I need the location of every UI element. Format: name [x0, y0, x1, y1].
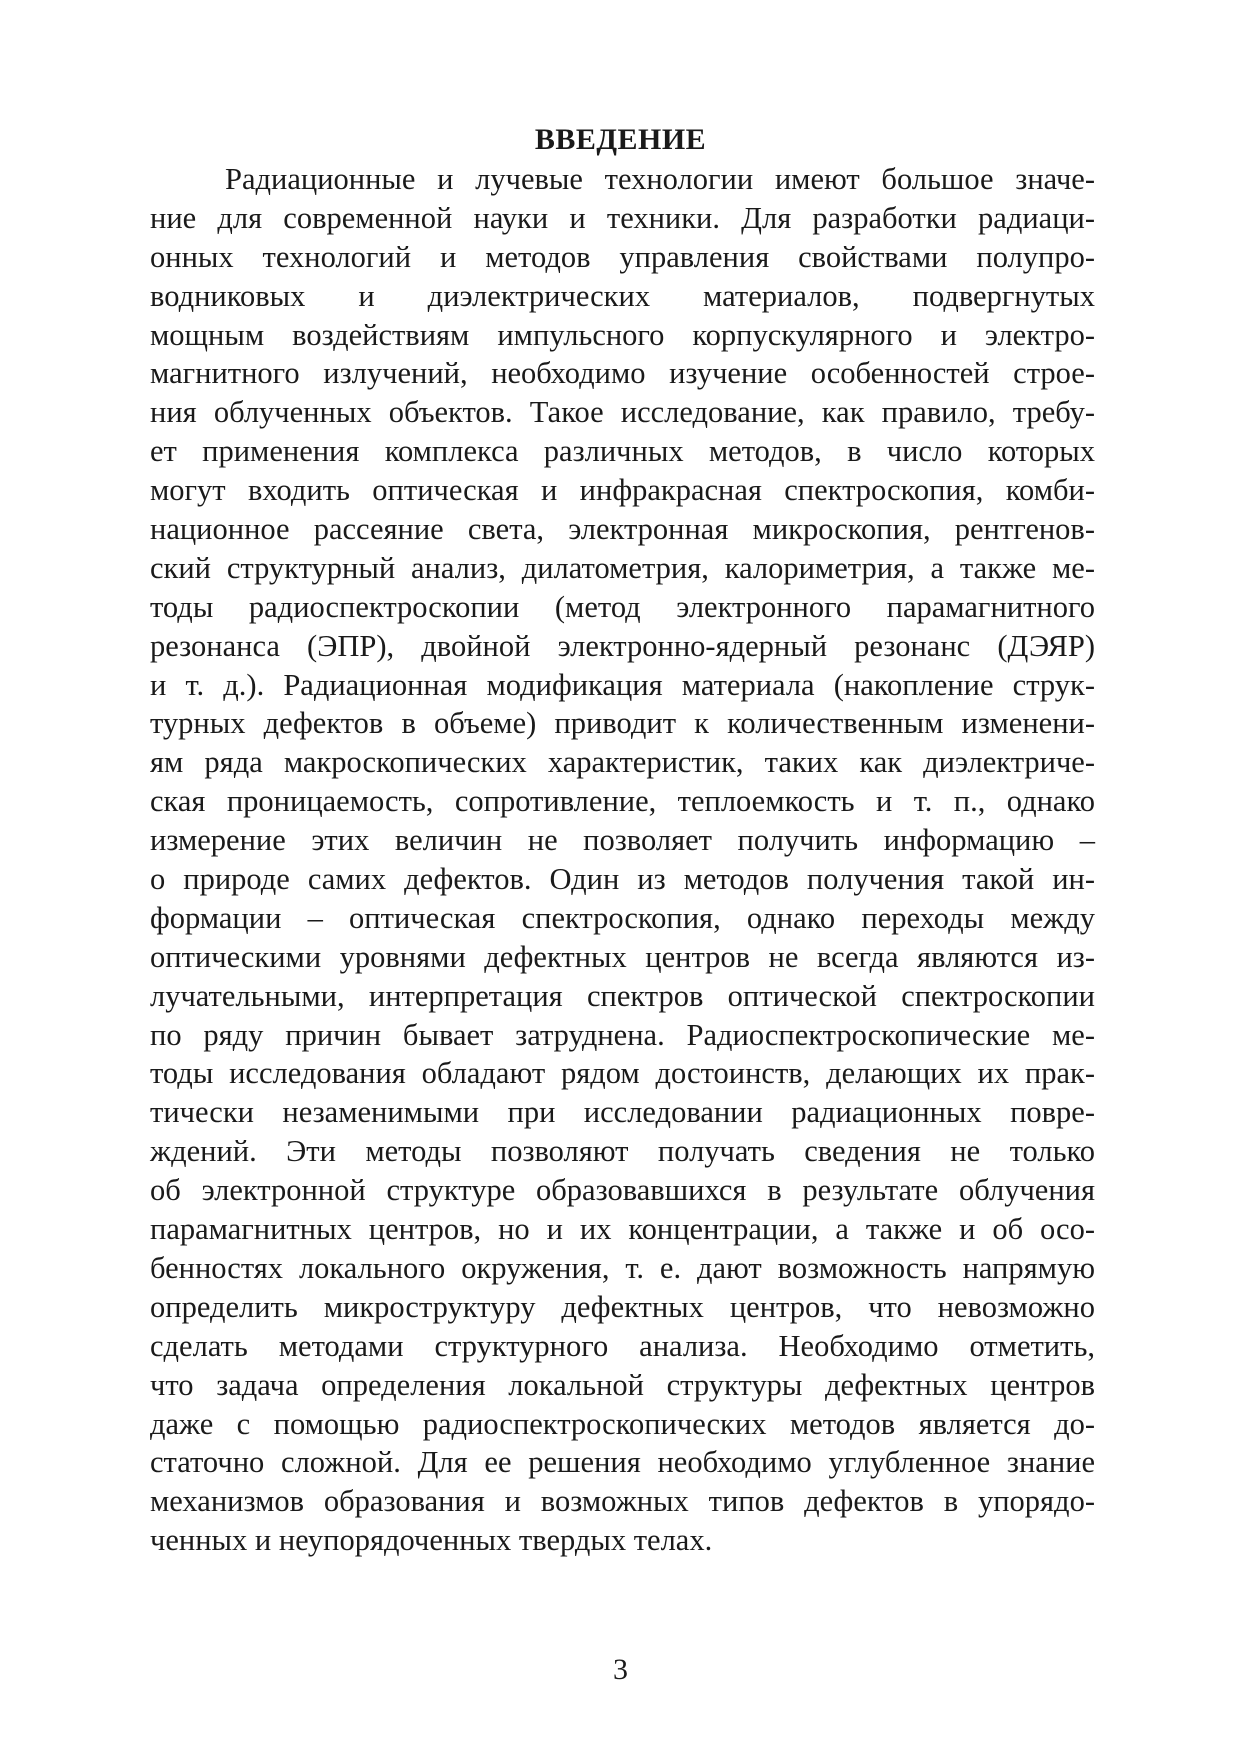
text-line: ждений. Эти методы позволяют получать сведения не только [150, 1134, 1095, 1169]
text-line: статочно сложной. Для ее решения необходимо углубленное знание [150, 1445, 1095, 1480]
text-line: ченных и неупорядоченных твердых телах. [150, 1523, 713, 1558]
body-paragraph [150, 160, 1095, 1560]
text-line: ская проницаемость, сопротивление, теплоемкость и т. п., однако [150, 784, 1095, 819]
text-line: тоды радиоспектроскопии (метод электронного парамагнитного [150, 589, 1095, 624]
section-title: ВВЕДЕНИЕ [534, 123, 707, 156]
text-line: резонанса (ЭПР), двойной электронно-ядерный резонанс (ДЭЯР) [150, 628, 1095, 663]
text-line: Радиационные и лучевые технологии имеют большое значе- [225, 162, 1095, 196]
text-line: ям ряда макроскопических характеристик, таких как диэлектриче- [150, 745, 1095, 780]
text-line: и т. д.). Радиационная модификация материала (накопление струк- [150, 667, 1095, 702]
text-line: турных дефектов в объеме) приводит к количественным изменени- [150, 706, 1095, 741]
text-line: мощным воздействиям импульсного корпускулярного и электро- [150, 317, 1095, 352]
text-line: тически незаменимыми при исследовании радиационных повре- [150, 1095, 1095, 1130]
text-line: онных технологий и методов управления свойствами полупро- [150, 239, 1095, 274]
text-line: о природе самих дефектов. Один из методов получения такой ин- [150, 862, 1095, 897]
text-line: определить микроструктуру дефектных центров, что невозможно [150, 1289, 1095, 1324]
text-line: ния облученных объектов. Такое исследование, как правило, требу- [150, 395, 1095, 430]
text-line: тоды исследования обладают рядом достоинств, делающих их прак- [150, 1056, 1095, 1091]
text-line: механизмов образования и возможных типов дефектов в упорядо- [150, 1484, 1095, 1519]
text-line: что задача определения локальной структуры дефектных центров [150, 1367, 1095, 1402]
text-line: водниковых и диэлектрических материалов, подвергнутых [150, 278, 1095, 313]
text-line: формации – оптическая спектроскопия, однако переходы между [150, 900, 1095, 935]
text-line: оптическими уровнями дефектных центров не всегда являются из- [150, 939, 1095, 974]
text-line: ет применения комплекса различных методов, в число которых [150, 434, 1095, 469]
page-number: 3 [613, 1653, 628, 1686]
text-line: даже с помощью радиоспектроскопических методов является до- [150, 1406, 1095, 1441]
text-line: лучательными, интерпретация спектров оптической спектроскопии [150, 978, 1095, 1013]
text-line: сделать методами структурного анализа. Необходимо отметить, [150, 1328, 1095, 1363]
text-line: измерение этих величин не позволяет получить информацию – [150, 823, 1095, 858]
text-line: парамагнитных центров, но и их концентрации, а также и об осо- [150, 1212, 1095, 1247]
text-line: национное рассеяние света, электронная микроскопия, рентгенов- [150, 512, 1095, 547]
text-line: по ряду причин бывает затруднена. Радиоспектроскопические ме- [150, 1017, 1095, 1052]
text-line: ский структурный анализ, дилатометрия, калориметрия, а также ме- [150, 550, 1095, 585]
text-line: бенностях локального окружения, т. е. дают возможность напрямую [150, 1250, 1095, 1285]
text-line: магнитного излучений, необходимо изучение особенностей строе- [150, 356, 1095, 391]
text-line: ние для современной науки и техники. Для разработки радиаци- [150, 200, 1095, 235]
text-line: об электронной структуре образовавшихся в результате облучения [150, 1173, 1095, 1208]
text-line: могут входить оптическая и инфракрасная спектроскопия, комби- [150, 473, 1095, 508]
